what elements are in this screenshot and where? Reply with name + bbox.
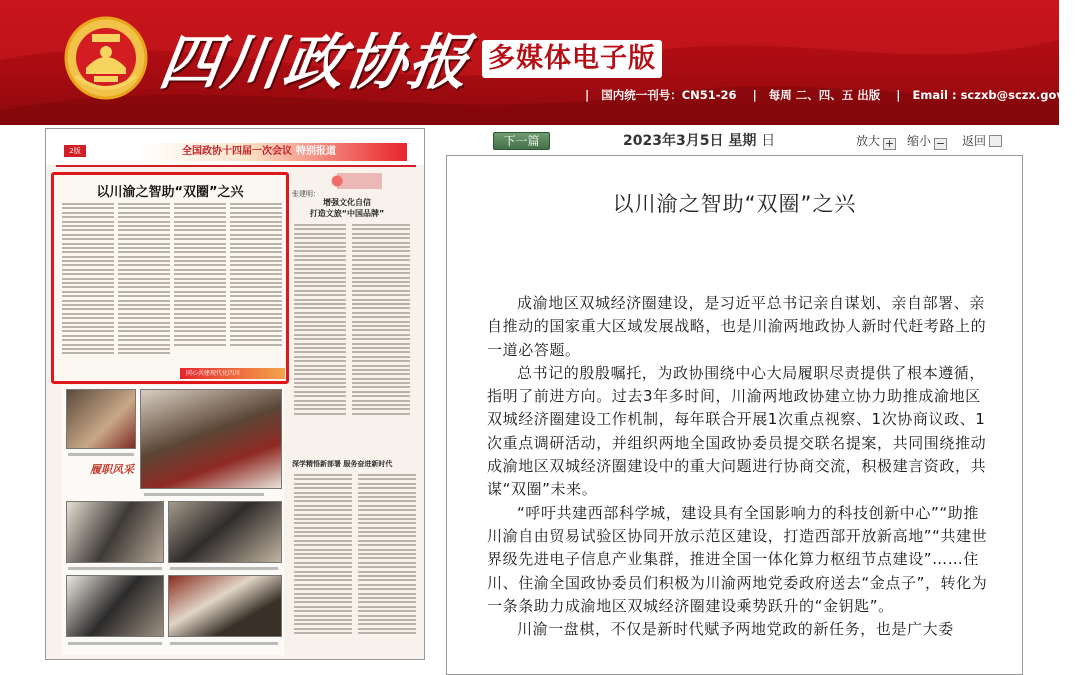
zoom-in-label: 放大 (856, 134, 880, 148)
zoom-out-label: 缩小 (907, 134, 931, 148)
news-photo (66, 501, 164, 563)
news-photo (168, 575, 282, 637)
publication-info: | 国内统一刊号：CN51-26 | 每周 二、四、五 出版 | Email : sczxb@sczx.gov.cn (573, 86, 1082, 104)
email-text: Email : sczxb@sczx.gov.cn (913, 88, 1082, 102)
thumb-header (46, 129, 424, 165)
page-number-badge: 2版 (64, 145, 86, 157)
text-column (118, 203, 170, 357)
photo-caption (144, 493, 264, 496)
edition-badge: 多媒体电子版 (482, 40, 662, 78)
text-column (294, 224, 346, 417)
back-button[interactable] (962, 132, 1002, 150)
next-article-button[interactable]: 下一篇 (493, 132, 550, 150)
news-photo (66, 389, 136, 449)
section-tag: 特别报道 (296, 146, 336, 157)
article-reader-panel (446, 155, 1023, 675)
issue-date (623, 131, 775, 151)
lower-article-headline[interactable]: 深学精悟新部署 服务奋进新时代 (292, 459, 418, 469)
photo-caption (68, 453, 134, 456)
selected-article-title: 以川渝之智助“双圈”之兴 (54, 181, 286, 200)
text-column (230, 203, 282, 348)
side-article-byline: 张建明： (292, 189, 320, 199)
section-title: 全国政协十四届一次会议 (182, 146, 292, 157)
text-column (358, 474, 416, 636)
photo-caption (170, 642, 278, 645)
newspaper-page-thumbnail (45, 128, 425, 660)
photo-caption (68, 642, 162, 645)
selected-article-hotspot[interactable] (51, 172, 289, 384)
news-photo (140, 389, 282, 489)
cppcc-emblem-icon (64, 16, 148, 100)
text-column (174, 203, 226, 348)
photo-caption (68, 567, 162, 570)
section-banner (142, 143, 407, 161)
masthead-banner (0, 0, 1059, 125)
issn-text: 国内统一刊号：CN51-26 (601, 88, 736, 102)
date-text: 2023年3月5日 (623, 133, 723, 149)
plus-icon: + (883, 138, 896, 150)
article-paragraph: 成渝地区双城经济圈建设，是习近平总书记亲自谋划、亲自部署、亲自推动的国家重大区域发展战略，也是川渝两地政协人新时代赶考路上的一道必答题。 (487, 292, 993, 362)
checkbox-icon (989, 135, 1002, 147)
thumb-divider (56, 165, 416, 167)
article-paragraph: “呼吁共建西部科学城，建设具有全国影响力的科技创新中心”“助推川渝自由贸易试验区协同开放示范区建设，打造西部开放新高地”“共建世界级先进电子信息产业集群，推进全国一体化算力枢纽节点建设”……住川、住渝全国政协委员们积极为川渝两地党委政府送去“金点子”，转化为一条条助力成渝地区双城经济圈建设乘势跃升的“金钥匙”。 (487, 502, 993, 618)
text-column (294, 474, 352, 636)
text-column (352, 224, 410, 417)
text-column (62, 203, 114, 357)
minus-icon: − (934, 138, 947, 150)
weekday-prefix: 星期 (728, 133, 756, 149)
weekday-text: 日 (761, 133, 775, 149)
article-body (487, 292, 993, 641)
back-label: 返回 (962, 134, 986, 148)
photo-feature-title: 履职风采 (90, 463, 134, 476)
schedule-text: 每周 二、四、五 出版 (769, 88, 881, 102)
paper-name-logo: 四川政协报 (155, 26, 475, 100)
article-paragraph: 总书记的殷殷嘱托，为政协围绕中心大局履职尽责提供了根本遵循，指明了前进方向。过去3年多时间，川渝两地政协建立协力助推成渝地区双城经济圈建设工作机制，每年联合开展1次重点视察、1次协商议政、1次重点调研活动，并组织两地全国政协委员提交联名提案，共同围绕推动成渝地区双城经济圈建设中的重大问题进行协商交流，积极建言资政，共谋“双圈”未来。 (487, 362, 993, 502)
zoom-out-button[interactable] (907, 132, 947, 150)
news-photo (66, 575, 164, 637)
news-photo (168, 501, 282, 563)
selected-article-footer: 同心共建现代化四川 (180, 368, 285, 379)
column-logo-decoration (318, 173, 382, 189)
article-paragraph: 川渝一盘棋，不仅是新时代赋予两地党政的新任务，也是广大委 (487, 618, 993, 641)
zoom-in-button[interactable] (856, 132, 896, 150)
photo-caption (170, 567, 278, 570)
article-title: 以川渝之智助“双圈”之兴 (447, 189, 1022, 219)
photo-feature-panel[interactable] (62, 385, 284, 655)
side-article-headline[interactable]: 增强文化自信 打造文旅“中国品牌” (292, 197, 402, 219)
